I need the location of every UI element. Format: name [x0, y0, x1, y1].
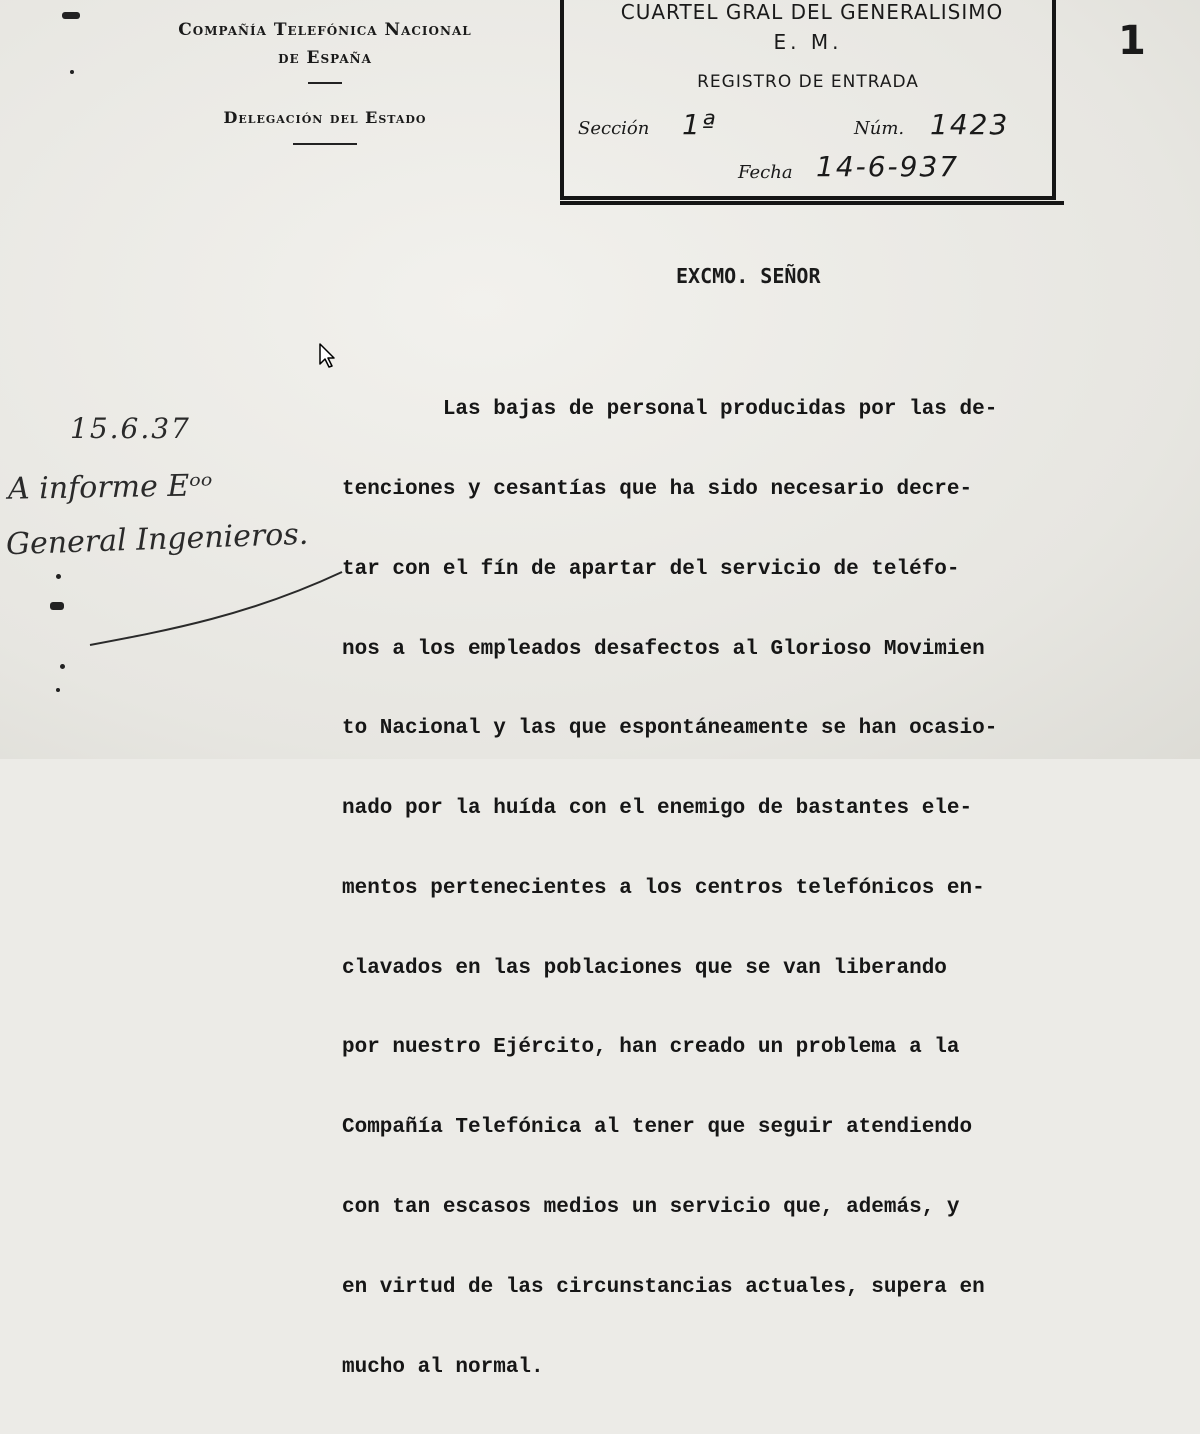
ink-speck [50, 602, 64, 610]
stamp-seccion-label: Sección [578, 118, 650, 139]
body-line: nado por la huída con el enemigo de bastantes ele- [342, 797, 973, 821]
body-line: tenciones y cesantías que ha sido necesario decre- [342, 477, 973, 501]
body-line: nos a los empleados desafectos al Glorioso Movimien [342, 637, 985, 661]
body-line: con tan escasos medios un servicio que, además, y [342, 1196, 960, 1219]
body-line: to Nacional y las que espontáneamente se han ocasio- [342, 717, 998, 741]
handwritten-note-line-2: General Ingenieros. [5, 516, 309, 563]
letterhead-country: de España [278, 48, 372, 68]
stamp-registro: REGISTRO DE ENTRADA [697, 72, 919, 92]
body-line: Las bajas de personal producidas por las de- [342, 398, 998, 422]
body-line: por nuestro Ejército, han creado un problema a la [342, 1036, 960, 1060]
letterhead-company: Compañía Telefónica Nacional [178, 20, 472, 40]
handwritten-date: 15.6.37 [70, 412, 191, 445]
body-line: Compañía Telefónica al tener que seguir atendiendo [342, 1116, 973, 1140]
letter-body [342, 344, 1172, 1434]
ink-speck [56, 574, 61, 579]
salutation: EXCMO. SEÑOR [676, 264, 821, 288]
stamp-bottom-border [560, 201, 1064, 205]
page-number: 1 [1118, 18, 1146, 64]
stamp-fecha-value: 14-6-937 [816, 150, 960, 183]
stamp-em: E. M. [773, 30, 843, 54]
stamp-fecha-label: Fecha [738, 162, 793, 183]
body-line: mucho al normal. [342, 1355, 544, 1379]
letterhead [90, 20, 560, 145]
ink-speck [56, 688, 60, 692]
body-line: tar con el fín de apartar del servicio de teléfo- [342, 557, 960, 581]
letterhead-divider [308, 82, 342, 84]
registry-stamp [560, 0, 1056, 200]
body-line: en virtud de las circunstancias actuales, supera en [342, 1275, 985, 1299]
body-line: mentos pertenecientes a los centros telefónicos en- [342, 876, 985, 900]
handwritten-underline-stroke [80, 560, 350, 660]
letterhead-delegation: Delegación del Estado [223, 108, 427, 127]
ink-speck [60, 664, 65, 669]
stamp-num-label: Núm. [854, 118, 905, 139]
body-line: clavados en las poblaciones que se van liberando [342, 956, 947, 980]
stamp-seccion-value: 1ª [682, 108, 718, 141]
mouse-pointer-icon [318, 343, 336, 369]
ink-speck [70, 70, 74, 74]
stamp-header: CUARTEL GRAL DEL GENERALISIMO [620, 0, 1004, 24]
letterhead-divider-2 [293, 143, 357, 145]
stamp-num-value: 1423 [930, 108, 1010, 141]
ink-speck [62, 12, 80, 19]
handwritten-note-line-1: A informe Eᵒᵒ [7, 468, 213, 507]
